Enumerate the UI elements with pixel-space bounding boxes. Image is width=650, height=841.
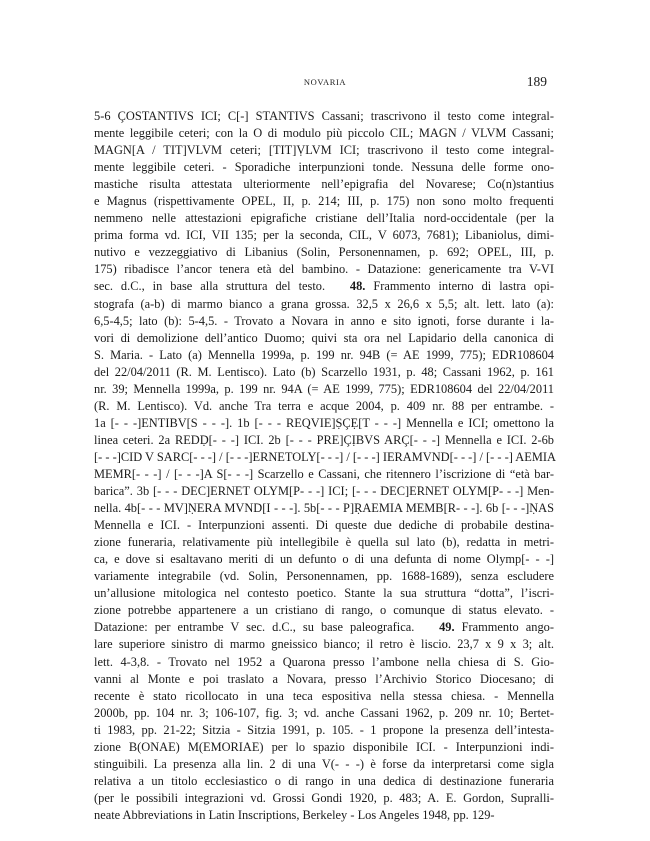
text-line: (per le possibili integrazioni vd. Grossi Gondi 1920, p. 483; A. E. Gordon, Supralli- <box>94 790 554 805</box>
text-line: prima forma vd. ICI, VII 135; per la seconda, CIL, V 6073, 7681); Libaniolus, dimi- <box>94 228 554 243</box>
text-line: zione funeraria, relativamente più intellegibile è quella sul lato (b), redatta in metri- <box>94 535 554 550</box>
text-line: (R. M. Lentisco). Vd. anche Tra terra e acque 2004, p. 409 nr. 88 per entrambe. - <box>94 398 554 413</box>
running-header <box>0 74 650 94</box>
text-line: stografa (a-b) di marmo bianco a grana grossa. 32,5 x 26,6 x 5,5; alt. lett. lato (a): <box>94 296 554 311</box>
text-line: 2000b, pp. 104 nr. 3; 106-107, fig. 3; vd. anche Cassani 1962, p. 209 nr. 10; Bertet- <box>94 705 554 720</box>
text-line: nella. 4b[- - - MV]ṆERA MVND[I - - -]. 5b[- - - P]ṚAEMIA MEMB[R- - -]. 6b [- - -]ṆAS <box>94 501 554 516</box>
text-line: vanni al Monte e poi traslato a Novara, presso l’Archivio Storico Diocesano; di <box>94 671 554 686</box>
text-line: zione B(ONAE) M(EMORIAE) per lo spazio disponibile ICI. - Interpunzioni indi- <box>94 739 554 754</box>
body-text <box>94 108 554 824</box>
text-line: zione potrebbe appartenere a un cristiano di rango, o comunque di status elevato. - <box>94 603 554 618</box>
text-line: sec. d.C., in base alla struttura del testo. 48. Frammento interno di lastra opi- <box>94 279 554 294</box>
text-line: nutivo e vezzeggiativo di Libanius (Solin, Personennamen, p. 692; OPEL, III, p. <box>94 245 554 260</box>
text-line: variamente integrabile (vd. Solin, Personennamen, pp. 1688-1689), senza escludere <box>94 569 554 584</box>
text-line: mente leggibile ceteri. - Sporadiche interpunzioni tonde. Nessuna delle forme ono- <box>94 160 554 175</box>
text-line: vori di demolizione dell’antico Duomo; quivi sta ora nel Lapidario della canonica di <box>94 330 554 345</box>
text-line: MEMR[- - -] / [- - -]A S[- - -] Scarzello e Cassani, che ritennero l’iscrizione di “età bar- <box>94 466 554 481</box>
text-line: e Magnus (rispettivamente OPEL, II, p. 214; III, p. 175) non sono molto frequenti <box>94 194 554 209</box>
text-line: ti 1983, pp. 21-22; Sitzia - Sitzia 1991, p. 105. - 1 propone la presenza dell’intesta- <box>94 722 554 737</box>
text-line: 5-6 ÇOSTANTIVS ICI; C[-] STANTIVS Cassani; trascrivono il testo come integral- <box>94 109 554 123</box>
text-line: del 22/04/2011 (R. M. Lentisco). Lato (b) Scarzello 1931, p. 48; Cassani 1962, p. 161 <box>94 364 554 379</box>
text-line: neate Abbreviations in Latin Inscriptions, Berkeley - Los Angeles 1948, pp. 129- <box>94 807 495 822</box>
text-line: Mennella e ICI. - Interpunzioni assenti. Di queste due dediche di probabile destina- <box>94 518 554 533</box>
text-line: MAGN[A / TIT]VLVM ceteri; [TIT]ṾLVM ICI; trascrivono il testo come integral- <box>94 143 554 158</box>
text-line: un’allusione mitologica nel contesto poetico. Stante la sua struttura “dotta”, l’iscri- <box>94 586 554 601</box>
text-line: nemmeno nelle attestazioni epigrafiche cristiane dell’Italia nord-occidentale (per la <box>94 211 554 226</box>
text-line: stinguibili. La presenza alla lin. 2 di una V(- - -) è forse da interpretarsi come sigla <box>94 756 554 771</box>
text-line: mente leggibile ceteri; con la O di modulo più piccolo CIL; MAGN / VLVM Cassani; <box>94 126 554 141</box>
text-line: ca, e dove si esaltavano meriti di un defunto o di una defunta di nome Olymp[- - -] <box>94 552 554 567</box>
text-line: Datazione: per entrambe V sec. d.C., su base paleografica. 49. Frammento ango- <box>94 620 554 635</box>
text-line: barica”. 3b [- - - DEC]ERNET OLYM[P- - -] ICI; [- - - DEC]ERNET OLYM[P- - -] Men- <box>94 484 554 499</box>
text-line: lett. 4-3,8. - Trovato nel 1952 a Quarona presso l’ambone nella chiesa di S. Gio- <box>94 654 554 669</box>
text-line: relativa a un titolo ecclesiastico o di rango in una dedica di destinazione funeraria <box>94 773 554 788</box>
text-line: linea ceteri. 2a REDḌ[- - -] ICI. 2b [- - - PRE]ÇỊBVS ARÇ[- - -] Mennella e ICI. 2-6b <box>94 432 554 447</box>
text-line: 175) ribadisce l’ancor tenera età del bambino. - Datazione: genericamente tra V-VI <box>94 262 554 277</box>
text-line: recente è stato ricollocato in una teca espositiva nella stessa chiesa. - Mennella <box>94 688 554 703</box>
text-line: nr. 39; Mennella 1999a, p. 199 nr. 94A (= AE 1999, 775); EDR108604 del 22/04/2011 <box>94 381 554 396</box>
text-line: 6,5-4,5; lato (b): 5-4,5. - Trovato a Novara in anno e sito ignoti, forse durante i la- <box>94 313 554 328</box>
page-number: 189 <box>526 74 547 89</box>
text-line: 1a [- - -]ENTIBV[S - - -]. 1b [- - - REQVIE]ṢÇẸ[T - - -] Mennella e ICI; omettono la <box>94 415 554 430</box>
running-title: NOVARIA <box>303 77 347 87</box>
text-line: [- - -]CID V SARC[- - -] / [- - -]ERNETOLY[- - -] / [- - -] IERAMVND[- - -] / [- - -] AEMIA <box>94 449 556 464</box>
text-line: lare superiore sinistro di marmo gneissico bianco; il retro è liscio. 23,7 x 9 x 3; alt. <box>94 637 554 652</box>
text-line: mastiche risulta attestata ulteriormente nell’epigrafia del Novarese; Co(n)stantius <box>94 177 554 192</box>
text-line: S. Maria. - Lato (a) Mennella 1999a, p. 199 nr. 94B (= AE 1999, 775); EDR108604 <box>94 347 554 362</box>
